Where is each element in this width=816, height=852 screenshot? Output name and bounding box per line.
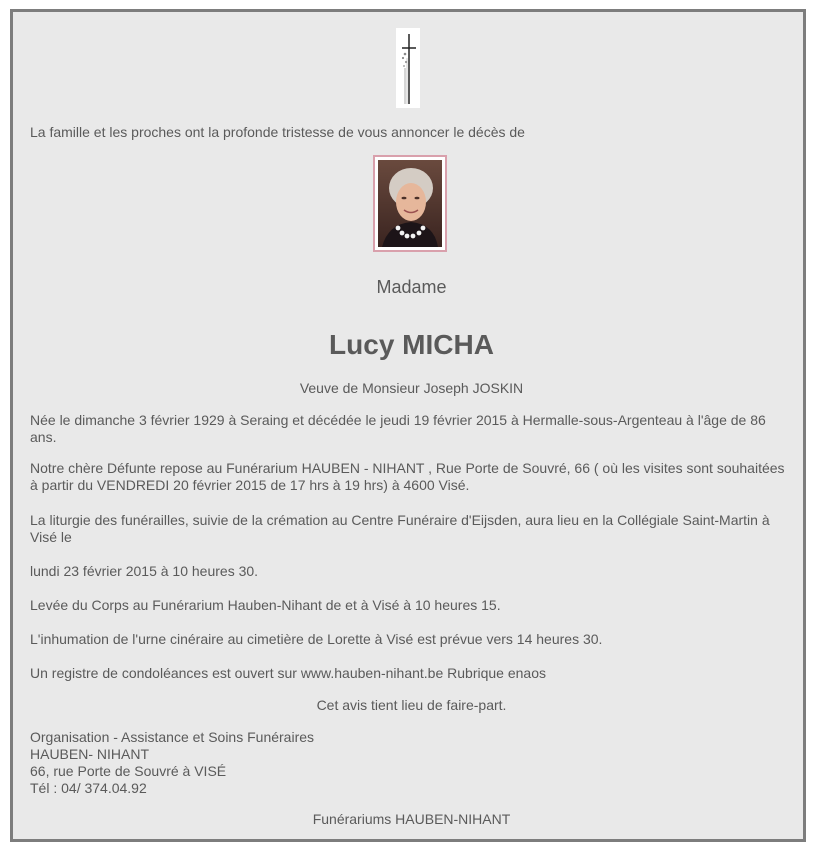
organisation-block xyxy=(30,729,793,797)
rest-paragraph: Notre chère Défunte repose au Funérarium HAUBEN - NIHANT , Rue Porte de Souvré, 66 ( où les visites sont souhaitées à partir du VENDREDI 20 février 2015 de 17 hrs à 19 hrs) à 4600 Visé. xyxy=(30,460,785,493)
obituary-frame xyxy=(10,9,806,842)
footer-signature: Funérariums HAUBEN-NIHANT xyxy=(312,811,511,827)
portrait-photo xyxy=(373,155,447,252)
liturgy-paragraph: La liturgie des funérailles, suivie de la crémation au Centre Funéraire d'Eijsden, aura lieu en la Collégiale Saint-Martin à Visé le xyxy=(30,512,770,545)
register-paragraph: Un registre de condoléances est ouvert sur www.hauben-nihant.be Rubrique enaos xyxy=(30,665,546,681)
cross-icon xyxy=(396,28,420,108)
notice-line: Cet avis tient lieu de faire-part. xyxy=(316,697,507,713)
birth-death-paragraph: Née le dimanche 3 février 1929 à Seraing et décédée le jeudi 19 février 2015 à Hermalle-sous-Argenteau à l'âge de 86 ans. xyxy=(30,412,766,445)
levee-paragraph: Levée du Corps au Funérarium Hauben-Nihant de et à Visé à 10 heures 15. xyxy=(30,597,501,613)
organisation-line: Organisation - Assistance et Soins Funéraires xyxy=(30,729,315,745)
spouse-line: Veuve de Monsieur Joseph JOSKIN xyxy=(299,380,524,396)
urn-paragraph: L'inhumation de l'urne cinéraire au cimetière de Lorette à Visé est prévue vers 14 heures 30. xyxy=(30,631,603,647)
deceased-name: Lucy MICHA xyxy=(329,329,494,360)
ceremony-date: lundi 23 février 2015 à 10 heures 30. xyxy=(30,563,259,579)
organisation-address: 66, rue Porte de Souvré à VISÉ xyxy=(30,763,227,779)
intro-text: La famille et les proches ont la profonde tristesse de vous annoncer le décès de xyxy=(30,124,525,140)
honorific-title: Madame xyxy=(376,277,447,297)
organisation-name: HAUBEN- NIHANT xyxy=(30,746,150,762)
organisation-phone: Tél : 04/ 374.04.92 xyxy=(30,780,147,796)
